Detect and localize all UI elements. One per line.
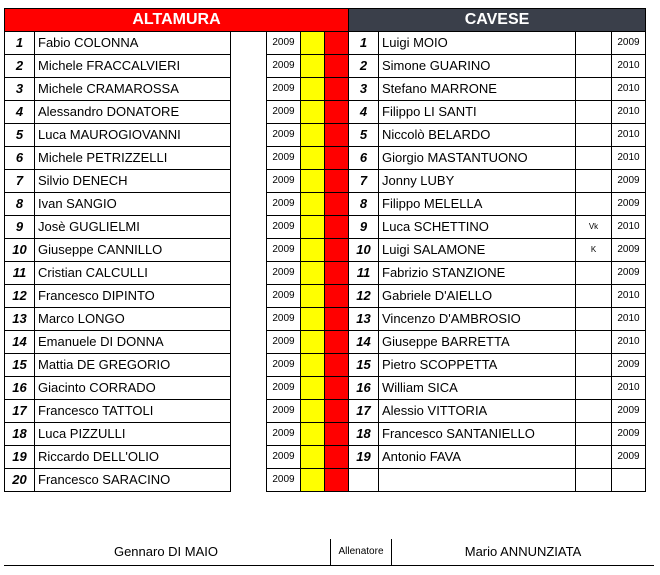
- home-player-year: 2009: [267, 285, 301, 308]
- home-player-spacer: [231, 446, 267, 469]
- home-player-spacer: [231, 423, 267, 446]
- table-row: [5, 78, 646, 101]
- home-player-year: 2009: [267, 308, 301, 331]
- table-row: [5, 308, 646, 331]
- away-player-number: 3: [349, 78, 379, 101]
- yellow-card-cell: [301, 78, 325, 101]
- home-player-name: Alessandro DONATORE: [35, 101, 231, 124]
- away-player-year: 2009: [612, 423, 646, 446]
- away-player-name: Alessio VITTORIA: [379, 400, 576, 423]
- red-card-cell: [325, 285, 349, 308]
- yellow-card-cell: [301, 308, 325, 331]
- away-player-number: 6: [349, 147, 379, 170]
- red-card-cell: [325, 262, 349, 285]
- away-player-tag: [576, 377, 612, 400]
- table-row: [5, 170, 646, 193]
- home-player-name: Fabio COLONNA: [35, 32, 231, 55]
- yellow-card-cell: [301, 124, 325, 147]
- away-player-number: 15: [349, 354, 379, 377]
- yellow-card-cell: [301, 170, 325, 193]
- away-coach: Mario ANNUNZIATA: [464, 544, 582, 559]
- home-player-spacer: [231, 239, 267, 262]
- home-player-year: 2009: [267, 78, 301, 101]
- away-player-year: 2009: [612, 400, 646, 423]
- yellow-card-cell: [301, 377, 325, 400]
- away-player-number: 1: [349, 32, 379, 55]
- home-player-year: 2009: [267, 331, 301, 354]
- table-row: [5, 331, 646, 354]
- home-player-spacer: [231, 78, 267, 101]
- home-player-name: Riccardo DELL'OLIO: [35, 446, 231, 469]
- home-player-name: Ivan SANGIO: [35, 193, 231, 216]
- yellow-card-cell: [301, 423, 325, 446]
- home-player-name: Giuseppe CANNILLO: [35, 239, 231, 262]
- away-player-tag: K: [576, 239, 612, 262]
- home-player-name: Francesco DIPINTO: [35, 285, 231, 308]
- yellow-card-cell: [301, 446, 325, 469]
- home-player-spacer: [231, 32, 267, 55]
- red-card-cell: [325, 216, 349, 239]
- home-player-year: 2009: [267, 55, 301, 78]
- yellow-card-cell: [301, 55, 325, 78]
- away-player-name: Filippo LI SANTI: [379, 101, 576, 124]
- away-player-name: Giuseppe BARRETTA: [379, 331, 576, 354]
- home-player-name: Emanuele DI DONNA: [35, 331, 231, 354]
- away-team-header: CAVESE: [349, 9, 646, 32]
- home-player-spacer: [231, 101, 267, 124]
- footer-divider: [4, 565, 654, 566]
- yellow-card-cell: [301, 354, 325, 377]
- home-coach: Gennaro DI MAIO: [113, 544, 219, 559]
- away-player-year: 2010: [612, 285, 646, 308]
- home-player-spacer: [231, 55, 267, 78]
- home-player-name: Francesco SARACINO: [35, 469, 231, 492]
- home-player-name: Cristian CALCULLI: [35, 262, 231, 285]
- away-player-tag: [576, 55, 612, 78]
- away-player-number: 12: [349, 285, 379, 308]
- table-row: [5, 32, 646, 55]
- home-player-year: 2009: [267, 239, 301, 262]
- home-player-number: 9: [5, 216, 35, 239]
- away-player-number: 7: [349, 170, 379, 193]
- away-player-tag: [576, 285, 612, 308]
- away-player-year: [612, 469, 646, 492]
- away-player-tag: [576, 170, 612, 193]
- away-player-year: 2009: [612, 32, 646, 55]
- home-team-header: ALTAMURA: [5, 9, 349, 32]
- away-player-name: [379, 469, 576, 492]
- home-player-number: 10: [5, 239, 35, 262]
- yellow-card-cell: [301, 193, 325, 216]
- away-player-tag: [576, 308, 612, 331]
- home-player-year: 2009: [267, 32, 301, 55]
- table-row: [5, 423, 646, 446]
- home-player-name: Luca MAUROGIOVANNI: [35, 124, 231, 147]
- away-player-name: Niccolò BELARDO: [379, 124, 576, 147]
- away-player-name: Luigi MOIO: [379, 32, 576, 55]
- lineup-table: [4, 8, 646, 492]
- home-player-number: 12: [5, 285, 35, 308]
- home-player-spacer: [231, 469, 267, 492]
- yellow-card-cell: [301, 262, 325, 285]
- away-player-year: 2009: [612, 446, 646, 469]
- home-player-year: 2009: [267, 262, 301, 285]
- home-player-name: Giacinto CORRADO: [35, 377, 231, 400]
- away-player-tag: [576, 124, 612, 147]
- home-player-year: 2009: [267, 377, 301, 400]
- table-row: [5, 469, 646, 492]
- away-player-name: Vincenzo D'AMBROSIO: [379, 308, 576, 331]
- home-player-year: 2009: [267, 469, 301, 492]
- red-card-cell: [325, 124, 349, 147]
- red-card-cell: [325, 446, 349, 469]
- table-row: [5, 193, 646, 216]
- home-player-spacer: [231, 262, 267, 285]
- table-row: [5, 124, 646, 147]
- red-card-cell: [325, 354, 349, 377]
- red-card-cell: [325, 78, 349, 101]
- home-player-spacer: [231, 216, 267, 239]
- home-player-name: Michele PETRIZZELLI: [35, 147, 231, 170]
- table-row: [5, 285, 646, 308]
- away-player-tag: [576, 469, 612, 492]
- yellow-card-cell: [301, 400, 325, 423]
- home-player-number: 11: [5, 262, 35, 285]
- home-player-number: 17: [5, 400, 35, 423]
- away-player-number: 19: [349, 446, 379, 469]
- home-player-year: 2009: [267, 147, 301, 170]
- home-player-spacer: [231, 308, 267, 331]
- yellow-card-cell: [301, 147, 325, 170]
- away-player-tag: Vk: [576, 216, 612, 239]
- away-player-name: Fabrizio STANZIONE: [379, 262, 576, 285]
- away-player-name: Antonio FAVA: [379, 446, 576, 469]
- home-player-number: 3: [5, 78, 35, 101]
- red-card-cell: [325, 331, 349, 354]
- home-player-number: 15: [5, 354, 35, 377]
- away-player-number: 5: [349, 124, 379, 147]
- away-player-name: William SICA: [379, 377, 576, 400]
- table-row: [5, 400, 646, 423]
- away-player-tag: [576, 147, 612, 170]
- home-player-name: Josè GUGLIELMI: [35, 216, 231, 239]
- home-player-year: 2009: [267, 216, 301, 239]
- away-player-tag: [576, 400, 612, 423]
- home-player-name: Francesco TATTOLI: [35, 400, 231, 423]
- away-player-year: 2010: [612, 308, 646, 331]
- away-player-number: 9: [349, 216, 379, 239]
- away-player-name: Stefano MARRONE: [379, 78, 576, 101]
- home-player-spacer: [231, 285, 267, 308]
- home-player-spacer: [231, 147, 267, 170]
- table-row: [5, 262, 646, 285]
- lineup-sheet: [4, 8, 646, 492]
- red-card-cell: [325, 469, 349, 492]
- home-player-spacer: [231, 354, 267, 377]
- yellow-card-cell: [301, 469, 325, 492]
- yellow-card-cell: [301, 216, 325, 239]
- away-player-name: Simone GUARINO: [379, 55, 576, 78]
- home-player-number: 20: [5, 469, 35, 492]
- table-row: [5, 216, 646, 239]
- table-row: [5, 101, 646, 124]
- away-player-tag: [576, 354, 612, 377]
- header-row: [5, 9, 646, 32]
- home-player-year: 2009: [267, 170, 301, 193]
- home-player-number: 13: [5, 308, 35, 331]
- away-player-number: 10: [349, 239, 379, 262]
- table-row: [5, 354, 646, 377]
- home-player-year: 2009: [267, 423, 301, 446]
- red-card-cell: [325, 170, 349, 193]
- away-player-number: 4: [349, 101, 379, 124]
- away-player-tag: [576, 446, 612, 469]
- away-player-number: 2: [349, 55, 379, 78]
- coaches-row: [4, 539, 654, 565]
- home-player-name: Michele CRAMAROSSA: [35, 78, 231, 101]
- away-player-name: Francesco SANTANIELLO: [379, 423, 576, 446]
- away-player-year: 2010: [612, 216, 646, 239]
- away-player-year: 2010: [612, 124, 646, 147]
- lineup-rows: [5, 9, 646, 492]
- home-player-year: 2009: [267, 400, 301, 423]
- away-player-year: 2010: [612, 78, 646, 101]
- away-player-name: Luca SCHETTINO: [379, 216, 576, 239]
- red-card-cell: [325, 32, 349, 55]
- home-player-year: 2009: [267, 101, 301, 124]
- home-player-number: 7: [5, 170, 35, 193]
- yellow-card-cell: [301, 285, 325, 308]
- table-row: [5, 377, 646, 400]
- away-player-tag: [576, 193, 612, 216]
- red-card-cell: [325, 400, 349, 423]
- away-player-number: [349, 469, 379, 492]
- home-player-spacer: [231, 170, 267, 193]
- away-player-year: 2009: [612, 262, 646, 285]
- home-player-number: 19: [5, 446, 35, 469]
- away-player-tag: [576, 423, 612, 446]
- home-player-number: 14: [5, 331, 35, 354]
- red-card-cell: [325, 377, 349, 400]
- away-player-number: 14: [349, 331, 379, 354]
- away-player-name: Luigi SALAMONE: [379, 239, 576, 262]
- away-player-name: Filippo MELELLA: [379, 193, 576, 216]
- away-player-year: 2009: [612, 193, 646, 216]
- home-player-year: 2009: [267, 124, 301, 147]
- away-player-year: 2010: [612, 147, 646, 170]
- home-player-year: 2009: [267, 354, 301, 377]
- home-player-number: 8: [5, 193, 35, 216]
- home-player-number: 2: [5, 55, 35, 78]
- away-player-year: 2010: [612, 377, 646, 400]
- home-player-name: Silvio DENECH: [35, 170, 231, 193]
- away-player-year: 2010: [612, 101, 646, 124]
- away-player-number: 13: [349, 308, 379, 331]
- red-card-cell: [325, 239, 349, 262]
- away-player-number: 11: [349, 262, 379, 285]
- home-player-number: 18: [5, 423, 35, 446]
- home-player-number: 1: [5, 32, 35, 55]
- yellow-card-cell: [301, 32, 325, 55]
- home-player-name: Luca PIZZULLI: [35, 423, 231, 446]
- red-card-cell: [325, 423, 349, 446]
- away-player-number: 18: [349, 423, 379, 446]
- table-row: [5, 446, 646, 469]
- home-player-spacer: [231, 124, 267, 147]
- table-row: [5, 147, 646, 170]
- away-player-number: 8: [349, 193, 379, 216]
- table-row: [5, 55, 646, 78]
- home-player-year: 2009: [267, 193, 301, 216]
- yellow-card-cell: [301, 101, 325, 124]
- away-player-tag: [576, 262, 612, 285]
- away-player-name: Jonny LUBY: [379, 170, 576, 193]
- table-row: [5, 239, 646, 262]
- home-player-spacer: [231, 400, 267, 423]
- coach-role-label: Allenatore: [330, 539, 392, 565]
- away-player-year: 2009: [612, 354, 646, 377]
- home-player-name: Marco LONGO: [35, 308, 231, 331]
- away-player-year: 2010: [612, 331, 646, 354]
- red-card-cell: [325, 308, 349, 331]
- away-player-year: 2010: [612, 55, 646, 78]
- red-card-cell: [325, 147, 349, 170]
- home-player-number: 6: [5, 147, 35, 170]
- home-player-spacer: [231, 193, 267, 216]
- home-player-number: 5: [5, 124, 35, 147]
- red-card-cell: [325, 101, 349, 124]
- away-player-name: Pietro SCOPPETTA: [379, 354, 576, 377]
- home-player-spacer: [231, 331, 267, 354]
- home-player-number: 4: [5, 101, 35, 124]
- yellow-card-cell: [301, 331, 325, 354]
- home-player-name: Mattia DE GREGORIO: [35, 354, 231, 377]
- away-player-number: 17: [349, 400, 379, 423]
- red-card-cell: [325, 55, 349, 78]
- away-player-number: 16: [349, 377, 379, 400]
- away-player-tag: [576, 32, 612, 55]
- home-player-name: Michele FRACCALVIERI: [35, 55, 231, 78]
- home-player-spacer: [231, 377, 267, 400]
- away-player-year: 2009: [612, 170, 646, 193]
- home-player-year: 2009: [267, 446, 301, 469]
- red-card-cell: [325, 193, 349, 216]
- yellow-card-cell: [301, 239, 325, 262]
- away-player-tag: [576, 331, 612, 354]
- away-player-name: Giorgio MASTANTUONO: [379, 147, 576, 170]
- away-player-name: Gabriele D'AIELLO: [379, 285, 576, 308]
- home-player-number: 16: [5, 377, 35, 400]
- away-player-tag: [576, 101, 612, 124]
- away-player-year: 2009: [612, 239, 646, 262]
- away-player-tag: [576, 78, 612, 101]
